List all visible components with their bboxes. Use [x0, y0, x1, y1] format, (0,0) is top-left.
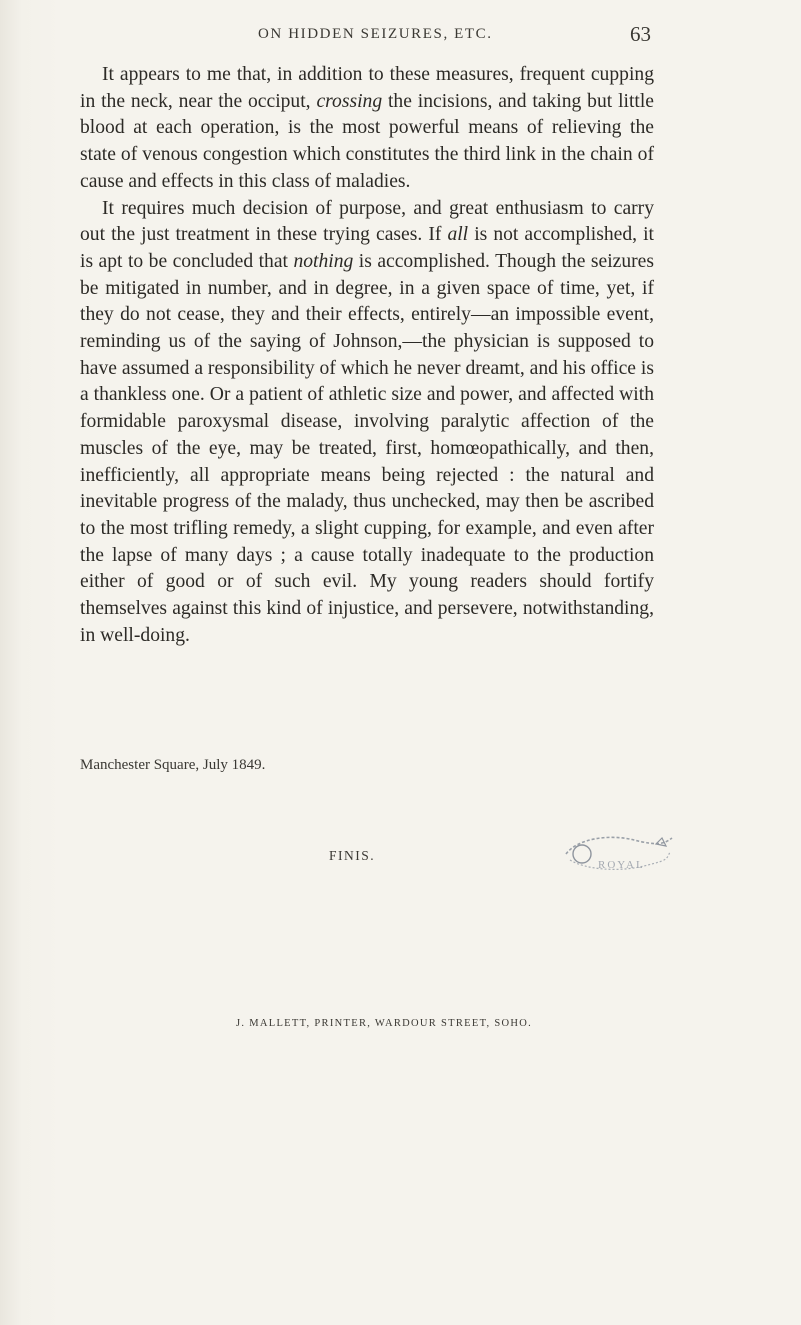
printer-imprint: J. MALLETT, PRINTER, WARDOUR STREET, SOHO.: [236, 1018, 533, 1029]
place-date: Manchester Square, July 1849.: [80, 757, 266, 773]
library-stamp: [560, 830, 676, 876]
page-number: 63: [630, 22, 651, 46]
paragraph-1-text-b: the incisions, and taking but little blood at each operation, is the most powerful means of relieving the state of venous congestion which constitutes the third link in the chain of cause and effects in this class of maladies.: [80, 90, 654, 192]
stamp-text: ROYAL: [598, 859, 645, 871]
paragraph-1-text-a: It appears to me that, in addition to these measures, frequent cupping in the neck, near the occiput,: [80, 64, 654, 112]
running-head: ON HIDDEN SEIZURES, ETC.: [258, 26, 493, 42]
body-text: [80, 62, 654, 649]
finis-label: FINIS.: [329, 848, 376, 863]
paragraph-2-text-a: It requires much decision of purpose, and great enthusiasm to carry out the just treatment in these trying cases. If: [80, 197, 654, 246]
paragraph-2-text-c: is accomplished. Though the seizures be mitigated in number, and in degree, in a given space of time, yet, if they do not cease, they and their effects, entirely—an impossible event, reminding us of the saying of Johnson,—the physician is supposed to have assumed a responsibility of which he never dreamt, and his office is a thankless one. Or a patient of athletic size and power, and affected with formidable paroxysmal disease, involving paralytic affection of the muscles of the eye, may be treated, first, homœopathically, and then, inefficiently, all appropriate means being rejected : the natural and inevitable progress of the malady, thus unchecked, may then be ascribed to the most trifling remedy, a slight cupping, for example, and even after the lapse of many days ; a cause totally inadequate to the production either of good or of such evil. My young readers should fortify themselves against this kind of injustice, and persevere, notwithstanding, in well-doing.: [80, 250, 654, 646]
paragraph-2-text-b: is not accomplished, it is apt to be concluded that: [80, 224, 654, 272]
paragraph-2: [80, 196, 654, 650]
paragraph-2-italic-all: all: [447, 224, 469, 246]
paragraph-1-italic: crossing: [316, 90, 383, 112]
paragraph-1: [80, 62, 654, 196]
paragraph-2-italic-nothing: nothing: [293, 250, 354, 272]
